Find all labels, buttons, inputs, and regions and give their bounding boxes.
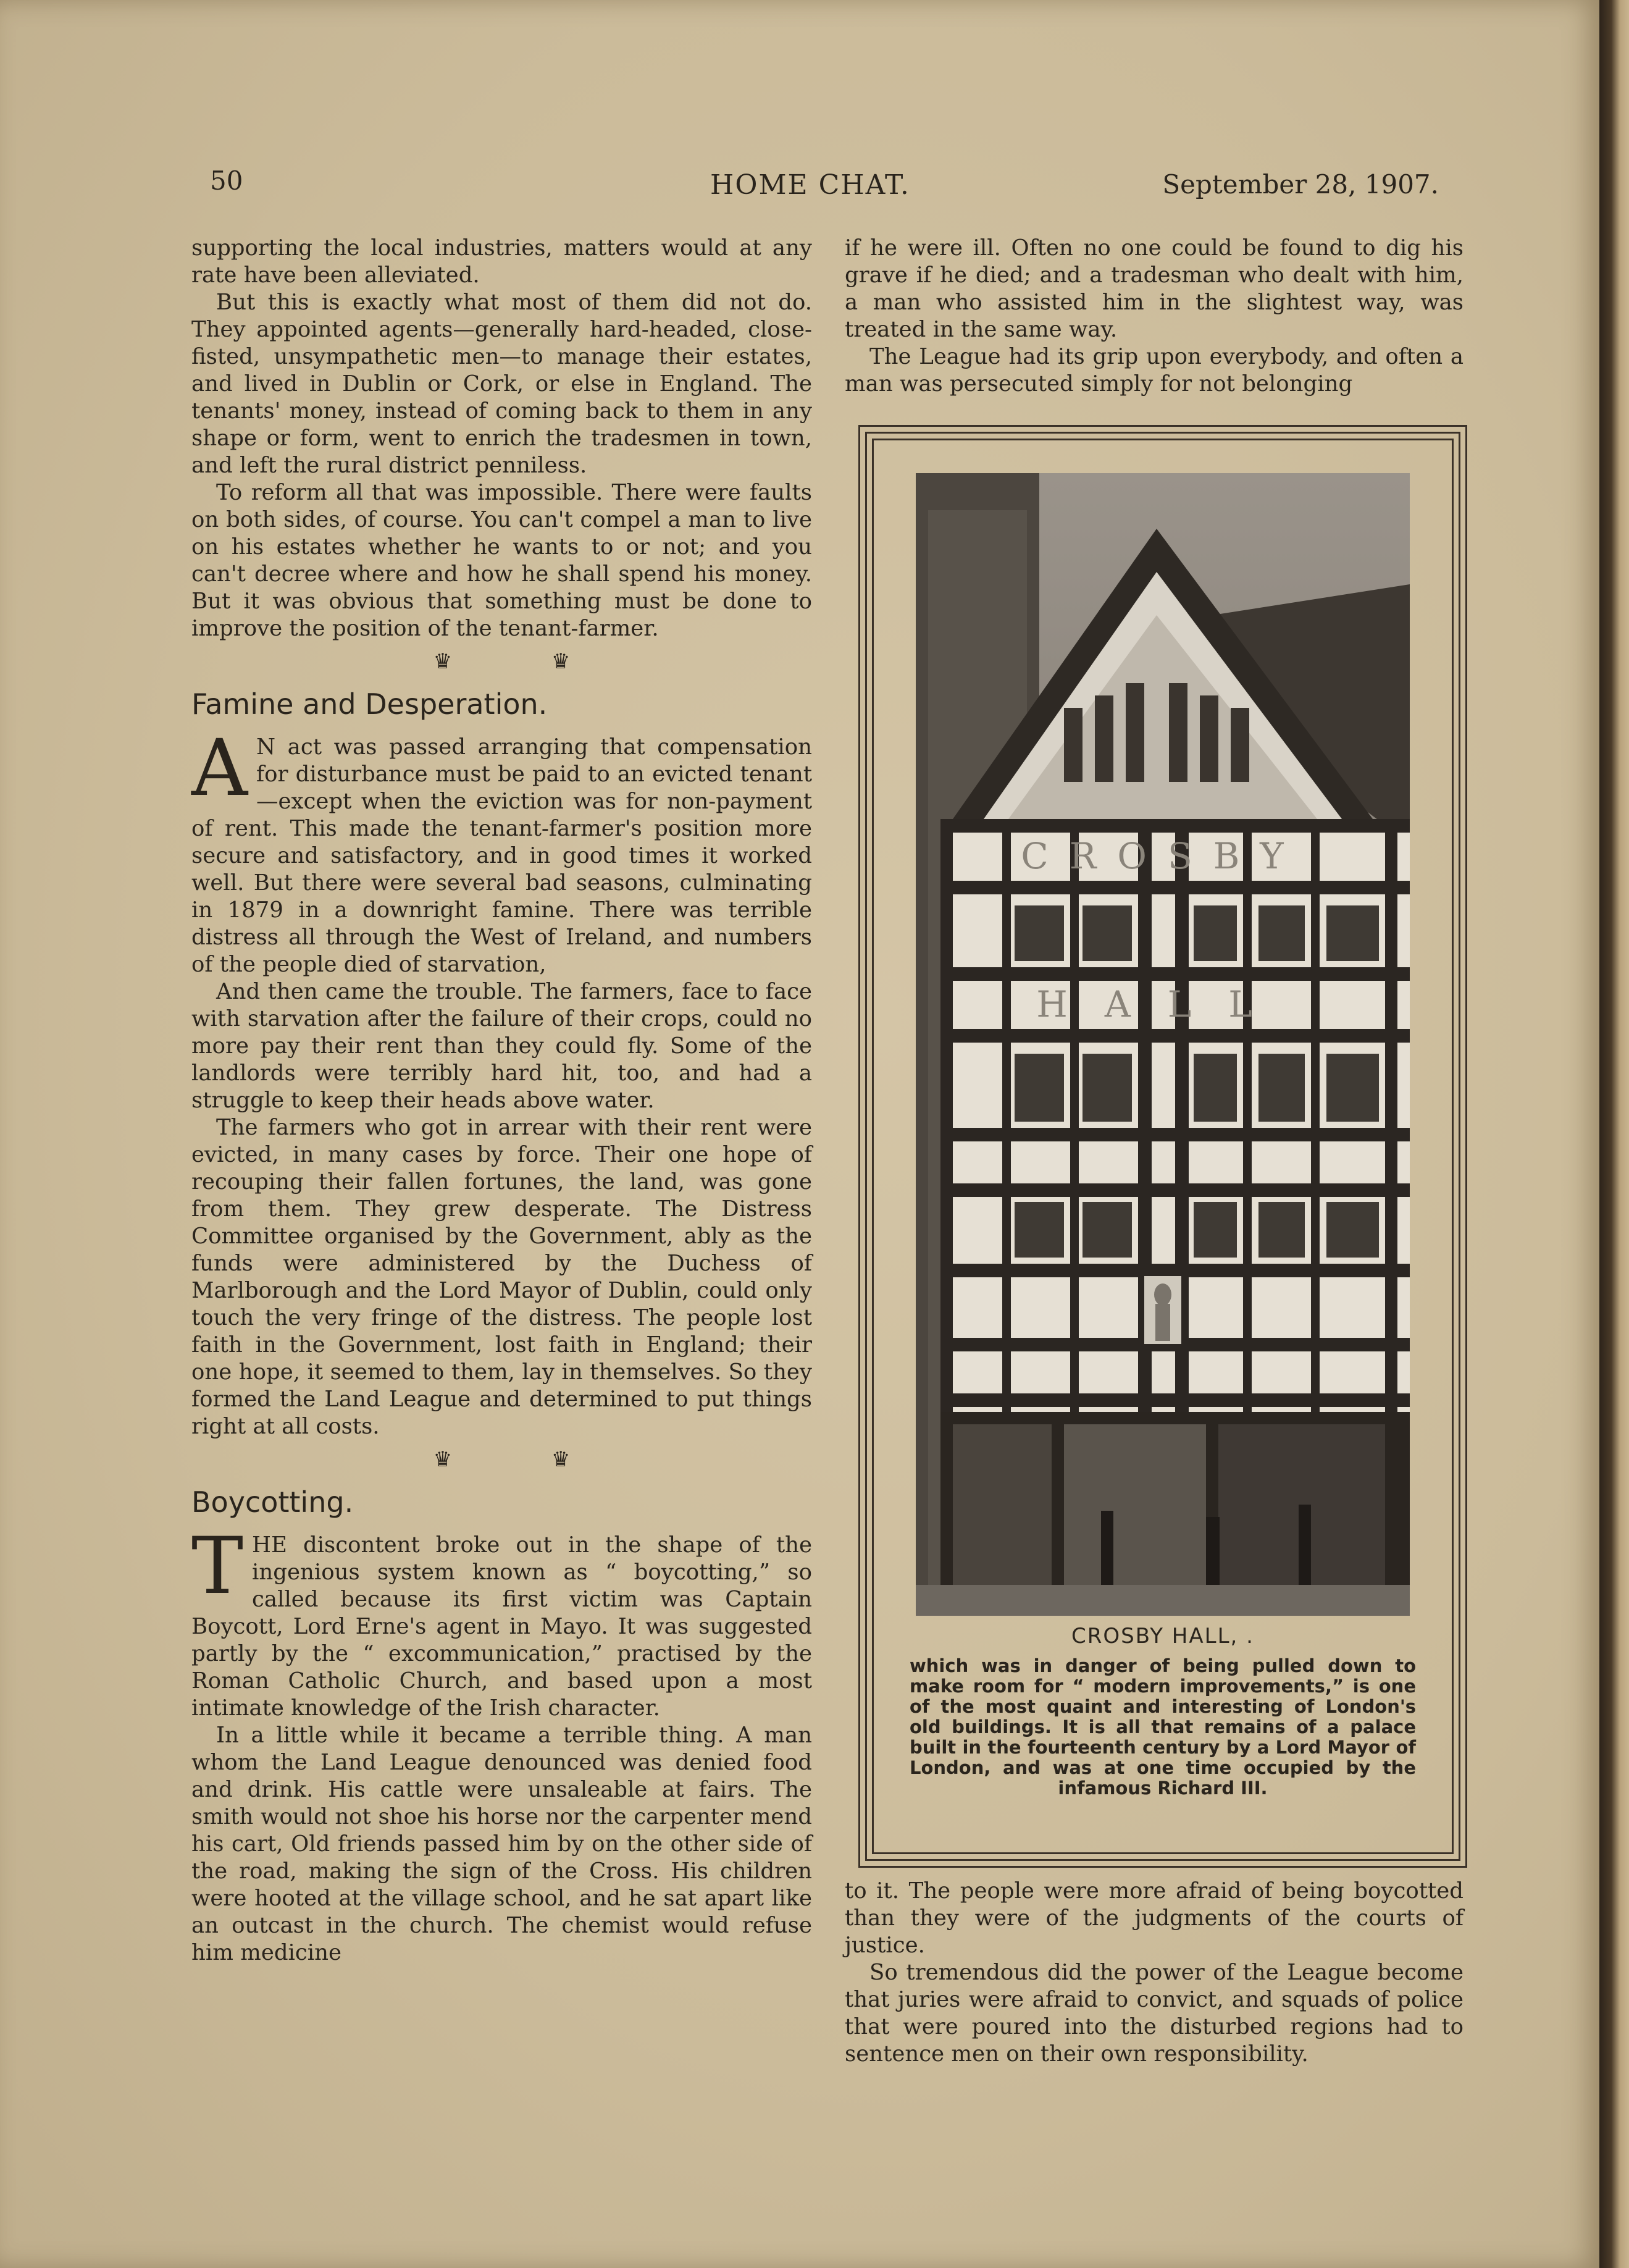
drop-cap: T — [191, 1521, 244, 1611]
right-column-bottom — [845, 1878, 1464, 2068]
caption-title: CROSBY HALL, . — [1071, 1624, 1254, 1648]
left-column — [191, 235, 812, 1967]
paragraph: The League had its grip upon everybody, and often a man was persecuted simply for not belonging — [845, 344, 1464, 397]
paragraph: And then came the trouble. The farmers, face to face with starvation after the failure of their crops, could no more pay their rent than they could fly. Some of the landlords were terribly hard hit, too, and had a struggle to keep their heads above water. — [191, 979, 812, 1113]
paragraph: In a little while it became a terrible thing. A man whom the Land League denounced was denied food and drink. His cattle were unsaleable at fairs. The smith would not shoe his horse nor the carpenter mend his cart, Old friends passed him by on the other side of the road, making the sign of the Cross. His children were hooted at the village school, and he sat apart like an outcast in the church. The chemist would refuse him medicine — [191, 1723, 812, 1965]
crown-ornament: ♛ ♛ — [433, 649, 571, 674]
crosby-hall-photo — [916, 473, 1410, 1616]
paragraph — [191, 723, 812, 978]
sign-crosby: CROSBY — [1021, 835, 1305, 877]
paragraph: The farmers who got in arrear with their rent were evicted, in many cases by force. Their one hope of recouping their fallen fortunes, the land, was gone from them. They grew desperate. The Distress Committee organised by the Government, ably as the funds were administered by the Duchess of Marlborough and the Lord Mayor of Dublin, could only touch the very fringe of the distress. The people lost faith in the Government, lost faith in England; their one hope, it seemed to them, lay in themselves. So they formed the Land League and determined to put things right at all costs. — [191, 1115, 812, 1439]
drop-cap: A — [191, 723, 248, 813]
paragraph — [191, 1521, 812, 1722]
paragraph-text: HE discontent broke out in the shape of the ingenious system known as “ boycotting,” so called because its first victim was Captain Boycott, Lord Erne's agent in Mayo. It was suggested partly by the “ excommunication,” practised by the Roman Catholic Church, and based upon a most intimate knowledge of the Irish character. — [191, 1532, 812, 1721]
paragraph: But this is exactly what most of them did not do. They appointed agents—generally hard-headed, close-fisted, unsympathetic men—to manage their estates, and lived in Dublin or Cork, or else in England. The tenants' money, instead of coming back to them in any shape or form, went to enrich the tradesmen in town, and left the rural district penniless. — [191, 290, 812, 478]
issue-date: September 28, 1907. — [1162, 169, 1439, 200]
paragraph-text: N act was passed arranging that compensation for disturbance must be paid to an evicted tenant—except when the eviction was for non-payment of rent. This made the tenant-farmer's position more secure and satisfactory, and in good times it worked well. But there were several bad seasons, culminating in 1879 in a downright famine. There was terrible distress all through the West of Ireland, and numbers of the people died of starvation, — [191, 734, 812, 977]
page-number: 50 — [210, 166, 243, 196]
figure-frame — [858, 425, 1467, 1868]
binding-spine — [1599, 0, 1629, 2268]
right-column-top — [845, 235, 1464, 398]
crown-ornament: ♛ ♛ — [433, 1447, 571, 1472]
section-heading-boycotting: Boycotting. — [191, 1485, 354, 1519]
magazine-title: HOME CHAT. — [710, 169, 910, 201]
paragraph: To reform all that was impossible. There were faults on both sides, of course. You can't compel a man to live on his estates whether he wants to or not; and you can't decree where and how he shall spend his money. But it was obvious that something must be done to improve the position of the tenant-farmer. — [191, 480, 812, 641]
building-illustration — [916, 473, 1410, 1616]
paragraph: supporting the local industries, matters would at any rate have been alleviated. — [191, 235, 812, 288]
running-head — [204, 166, 1439, 203]
caption-body: which was in danger of being pulled down to make room for “ modern improvements,” is one of the most quaint and interesting of London's old buildings. It is all that remains of a palace built in the fourteenth century by a Lord Mayor of London, and was at one time occupied by the infamous Richard III. — [910, 1655, 1416, 1799]
paragraph: if he were ill. Often no one could be found to dig his grave if he died; and a tradesman who dealt with him, a man who assisted him in the slightest way, was treated in the same way. — [845, 235, 1464, 342]
sign-hall: HALL — [1036, 983, 1289, 1025]
paragraph: to it. The people were more afraid of being boycotted than they were of the judgments of the courts of justice. — [845, 1878, 1464, 1958]
section-heading-famine: Famine and Desperation. — [191, 687, 548, 721]
paragraph: So tremendous did the power of the League become that juries were afraid to convict, and squads of police that were poured into the disturbed regions had to sentence men on their own responsibility. — [845, 1960, 1464, 2067]
